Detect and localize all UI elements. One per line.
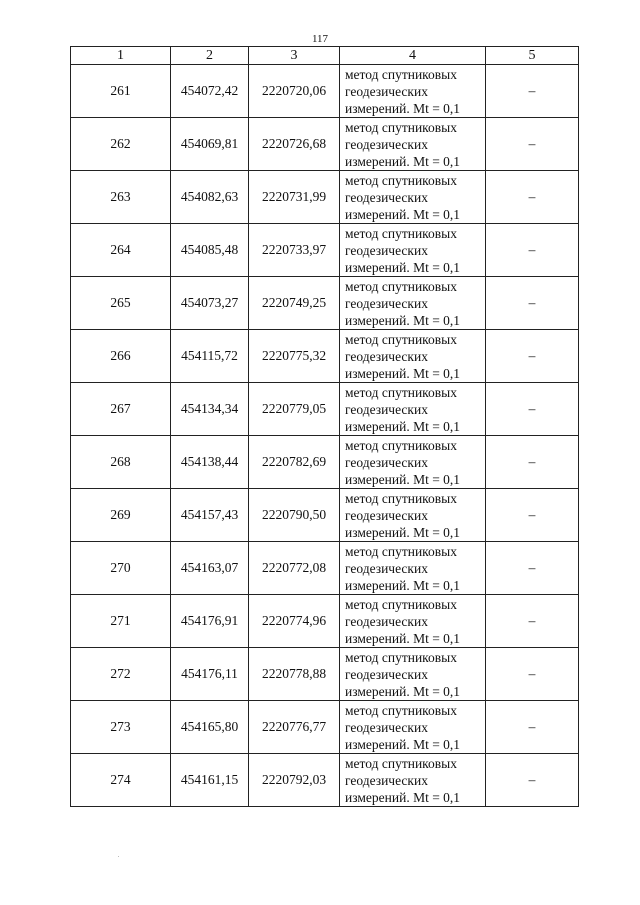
header-col-5: 5 — [486, 47, 579, 65]
table-row — [71, 118, 579, 171]
y-coordinate-cell: 2220790,50 — [249, 489, 340, 542]
method-line: метод спутниковых — [345, 331, 457, 347]
note-cell — [486, 542, 579, 595]
x-coordinate-cell: 454176,11 — [171, 648, 249, 701]
method-line: измерений. Mt = 0,1 — [345, 153, 461, 169]
method-line: метод спутниковых — [345, 437, 457, 453]
method-line: метод спутниковых — [345, 172, 457, 188]
note-cell — [486, 118, 579, 171]
note-cell — [486, 330, 579, 383]
table-row — [71, 754, 579, 807]
note-cell — [486, 277, 579, 330]
method-line: метод спутниковых — [345, 649, 457, 665]
method-line: геодезических — [345, 401, 428, 417]
method-line: измерений. Mt = 0,1 — [345, 418, 461, 434]
method-cell — [340, 277, 486, 330]
y-coordinate-cell: 2220772,08 — [249, 542, 340, 595]
point-number-cell: 268 — [71, 436, 171, 489]
point-number-cell: 261 — [71, 65, 171, 118]
table-row — [71, 542, 579, 595]
method-line: геодезических — [345, 136, 428, 152]
coordinates-table — [70, 46, 579, 807]
header-col-4: 4 — [340, 47, 486, 65]
note-dash: – — [528, 242, 536, 257]
note-dash: – — [528, 83, 536, 98]
scan-speck — [118, 856, 119, 857]
method-line: метод спутниковых — [345, 119, 457, 135]
method-line: измерений. Mt = 0,1 — [345, 630, 461, 646]
header-col-3: 3 — [249, 47, 340, 65]
method-line: измерений. Mt = 0,1 — [345, 471, 461, 487]
method-line: измерений. Mt = 0,1 — [345, 206, 461, 222]
method-line: метод спутниковых — [345, 384, 457, 400]
header-row — [71, 47, 579, 65]
note-cell — [486, 595, 579, 648]
point-number-cell: 263 — [71, 171, 171, 224]
method-line: геодезических — [345, 348, 428, 364]
method-cell — [340, 595, 486, 648]
method-line: метод спутниковых — [345, 596, 457, 612]
table-body — [71, 65, 579, 807]
note-dash: – — [528, 666, 536, 681]
method-cell — [340, 648, 486, 701]
table-row — [71, 648, 579, 701]
method-cell — [340, 383, 486, 436]
y-coordinate-cell: 2220774,96 — [249, 595, 340, 648]
note-dash: – — [528, 401, 536, 416]
note-dash: – — [528, 613, 536, 628]
method-cell — [340, 436, 486, 489]
table-row — [71, 171, 579, 224]
table-row — [71, 383, 579, 436]
method-line: геодезических — [345, 507, 428, 523]
y-coordinate-cell: 2220720,06 — [249, 65, 340, 118]
note-dash: – — [528, 189, 536, 204]
x-coordinate-cell: 454134,34 — [171, 383, 249, 436]
method-line: измерений. Mt = 0,1 — [345, 100, 461, 116]
method-cell — [340, 489, 486, 542]
method-cell — [340, 65, 486, 118]
x-coordinate-cell: 454082,63 — [171, 171, 249, 224]
y-coordinate-cell: 2220778,88 — [249, 648, 340, 701]
method-cell — [340, 224, 486, 277]
method-line: геодезических — [345, 189, 428, 205]
method-line: метод спутниковых — [345, 66, 457, 82]
note-cell — [486, 65, 579, 118]
method-line: измерений. Mt = 0,1 — [345, 683, 461, 699]
point-number-cell: 269 — [71, 489, 171, 542]
y-coordinate-cell: 2220749,25 — [249, 277, 340, 330]
point-number-cell: 267 — [71, 383, 171, 436]
page-number: 117 — [311, 33, 329, 45]
point-number-cell: 271 — [71, 595, 171, 648]
y-coordinate-cell: 2220775,32 — [249, 330, 340, 383]
method-cell — [340, 754, 486, 807]
method-line: геодезических — [345, 560, 428, 576]
note-dash: – — [528, 348, 536, 363]
method-line: геодезических — [345, 295, 428, 311]
note-cell — [486, 383, 579, 436]
method-line: геодезических — [345, 772, 428, 788]
y-coordinate-cell: 2220779,05 — [249, 383, 340, 436]
header-col-2: 2 — [171, 47, 249, 65]
table-row — [71, 277, 579, 330]
y-coordinate-cell: 2220782,69 — [249, 436, 340, 489]
x-coordinate-cell: 454115,72 — [171, 330, 249, 383]
table-row — [71, 224, 579, 277]
table-row — [71, 65, 579, 118]
x-coordinate-cell: 454165,80 — [171, 701, 249, 754]
x-coordinate-cell: 454163,07 — [171, 542, 249, 595]
method-line: измерений. Mt = 0,1 — [345, 577, 461, 593]
method-line: метод спутниковых — [345, 225, 457, 241]
table-header — [71, 47, 579, 65]
method-line: геодезических — [345, 719, 428, 735]
x-coordinate-cell: 454072,42 — [171, 65, 249, 118]
note-cell — [486, 224, 579, 277]
y-coordinate-cell: 2220776,77 — [249, 701, 340, 754]
method-line: геодезических — [345, 454, 428, 470]
x-coordinate-cell: 454138,44 — [171, 436, 249, 489]
y-coordinate-cell: 2220792,03 — [249, 754, 340, 807]
note-dash: – — [528, 507, 536, 522]
method-cell — [340, 118, 486, 171]
method-line: геодезических — [345, 83, 428, 99]
method-line: измерений. Mt = 0,1 — [345, 365, 461, 381]
note-cell — [486, 648, 579, 701]
note-cell — [486, 701, 579, 754]
y-coordinate-cell: 2220731,99 — [249, 171, 340, 224]
table-row — [71, 330, 579, 383]
method-line: метод спутниковых — [345, 490, 457, 506]
method-line: геодезических — [345, 242, 428, 258]
x-coordinate-cell: 454073,27 — [171, 277, 249, 330]
note-cell — [486, 171, 579, 224]
table-row — [71, 595, 579, 648]
method-line: измерений. Mt = 0,1 — [345, 524, 461, 540]
note-cell — [486, 754, 579, 807]
table-row — [71, 489, 579, 542]
table-row — [71, 701, 579, 754]
point-number-cell: 270 — [71, 542, 171, 595]
point-number-cell: 273 — [71, 701, 171, 754]
x-coordinate-cell: 454161,15 — [171, 754, 249, 807]
x-coordinate-cell: 454085,48 — [171, 224, 249, 277]
x-coordinate-cell: 454176,91 — [171, 595, 249, 648]
method-line: геодезических — [345, 666, 428, 682]
method-line: геодезических — [345, 613, 428, 629]
method-line: метод спутниковых — [345, 702, 457, 718]
point-number-cell: 264 — [71, 224, 171, 277]
method-cell — [340, 701, 486, 754]
note-dash: – — [528, 772, 536, 787]
note-dash: – — [528, 560, 536, 575]
x-coordinate-cell: 454157,43 — [171, 489, 249, 542]
point-number-cell: 272 — [71, 648, 171, 701]
point-number-cell: 262 — [71, 118, 171, 171]
note-cell — [486, 436, 579, 489]
method-line: метод спутниковых — [345, 755, 457, 771]
note-dash: – — [528, 719, 536, 734]
method-line: измерений. Mt = 0,1 — [345, 736, 461, 752]
method-line: измерений. Mt = 0,1 — [345, 789, 461, 805]
note-dash: – — [528, 295, 536, 310]
point-number-cell: 266 — [71, 330, 171, 383]
method-cell — [340, 171, 486, 224]
method-line: измерений. Mt = 0,1 — [345, 312, 461, 328]
method-cell — [340, 330, 486, 383]
table-row — [71, 436, 579, 489]
note-cell — [486, 489, 579, 542]
point-number-cell: 274 — [71, 754, 171, 807]
y-coordinate-cell: 2220726,68 — [249, 118, 340, 171]
note-dash: – — [528, 454, 536, 469]
x-coordinate-cell: 454069,81 — [171, 118, 249, 171]
method-line: измерений. Mt = 0,1 — [345, 259, 461, 275]
method-line: метод спутниковых — [345, 278, 457, 294]
point-number-cell: 265 — [71, 277, 171, 330]
method-line: метод спутниковых — [345, 543, 457, 559]
note-dash: – — [528, 136, 536, 151]
y-coordinate-cell: 2220733,97 — [249, 224, 340, 277]
header-col-1: 1 — [71, 47, 171, 65]
method-cell — [340, 542, 486, 595]
